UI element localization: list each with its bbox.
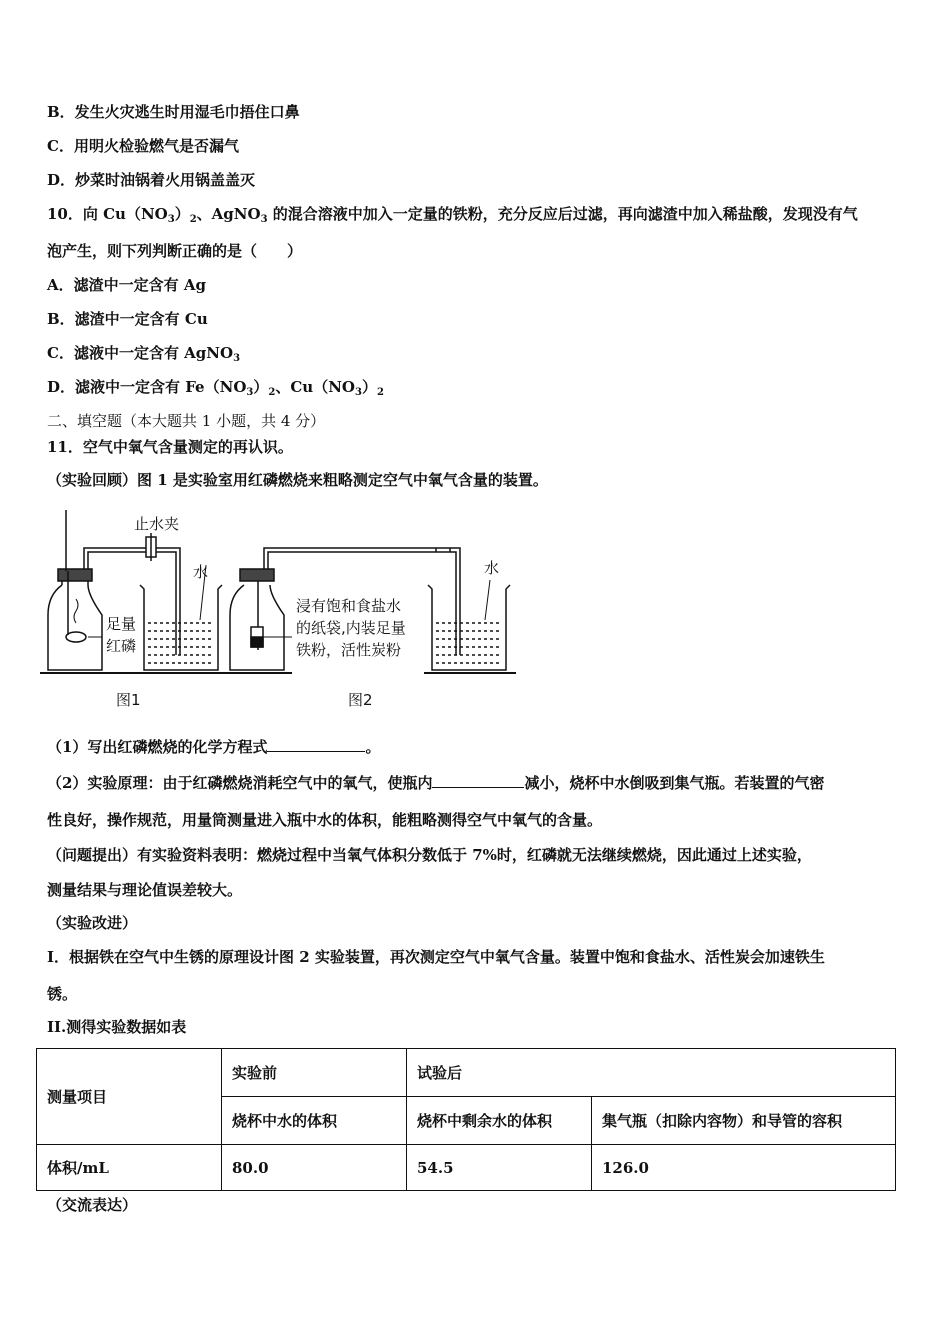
improve-i-line2: 锈。 bbox=[47, 985, 78, 1003]
q9-option-d: D．炒菜时油锅着火用锅盖盖灭 bbox=[47, 171, 256, 189]
q9-option-c: C．用明火检验燃气是否漏气 bbox=[47, 137, 239, 155]
clamp-label: 止水夹 bbox=[134, 515, 180, 533]
bag-label-2: 的纸袋,内装足量 bbox=[296, 619, 406, 637]
experiment-review: （实验回顾）图 1 是实验室用红磷燃烧来粗略测定空气中氧气含量的装置。 bbox=[47, 471, 548, 489]
subheader-remaining-water: 烧杯中剩余水的体积 bbox=[407, 1097, 592, 1145]
data-table bbox=[36, 1048, 896, 1191]
phosphorus-label-1: 足量 bbox=[106, 615, 137, 633]
problem-line2: 测量结果与理论值误差较大。 bbox=[47, 881, 243, 899]
q10-option-c: C．滤液中一定含有 AgNO$_3$ bbox=[47, 344, 241, 364]
q10-stem-line2: 泡产生，则下列判断正确的是（ ） bbox=[47, 242, 303, 260]
fig1-caption: 图1 bbox=[116, 691, 141, 709]
value-remaining-water: 54.5 bbox=[407, 1145, 592, 1191]
q1-answer-blank[interactable] bbox=[267, 737, 365, 752]
problem-line1: （问题提出）有实验资料表明：燃烧过程中当氧气体积分数低于 7%时，红磷就无法继续燃烧，因此通过上述实验， bbox=[47, 846, 812, 864]
water-label-1: 水 bbox=[193, 563, 209, 581]
phosphorus-label-2: 红磷 bbox=[106, 637, 137, 655]
q10-option-d: D．滤液中一定含有 $Fe(NO_3)_2$、$Cu(NO_3)_2$ bbox=[47, 378, 384, 398]
bag-label-3: 铁粉，活性炭粉 bbox=[296, 641, 402, 659]
water-label-2: 水 bbox=[484, 559, 500, 577]
fig2-caption: 图2 bbox=[348, 691, 373, 709]
q2-line2: 性良好，操作规范，用量筒测量进入瓶中水的体积，能粗略测得空气中氧气的含量。 bbox=[47, 811, 603, 829]
exchange-heading: （交流表达） bbox=[47, 1196, 138, 1214]
q1: （1）写出红磷燃烧的化学方程式 。 bbox=[47, 738, 381, 756]
bag-label-1: 浸有饱和食盐水 bbox=[296, 597, 402, 615]
subheader-bottle-volume: 集气瓶（扣除内容物）和导管的容积 bbox=[592, 1097, 896, 1145]
value-beaker-water: 80.0 bbox=[222, 1145, 407, 1191]
q9-option-b: B．发生火灾逃生时用湿毛巾捂住口鼻 bbox=[47, 103, 300, 121]
header-item: 测量项目 bbox=[37, 1049, 222, 1145]
section-heading: 二、填空题（本大题共 1 小题，共 4 分） bbox=[47, 412, 326, 430]
improve-i-line1: I．根据铁在空气中生锈的原理设计图 2 实验装置，再次测定空气中氧气含量。装置中饱和食盐水、活性炭会加速铁生 bbox=[47, 948, 825, 966]
value-bottle-volume: 126.0 bbox=[592, 1145, 896, 1191]
q10-option-b: B．滤渣中一定含有 Cu bbox=[47, 310, 208, 328]
header-after: 试验后 bbox=[407, 1049, 896, 1097]
q11-title: 11．空气中氧气含量测定的再认识。 bbox=[47, 438, 293, 456]
q10-stem: 10．向 $Cu(NO_3)_2$、AgNO$_3$ 的混合溶液中加入一定量的铁粉，充分反应后过滤，再向滤渣中加入稀盐酸，发现没有气 bbox=[47, 205, 858, 225]
row-label: 体积/mL bbox=[37, 1145, 222, 1191]
q10-option-a: A．滤渣中一定含有 Ag bbox=[47, 276, 206, 294]
improve-ii: II.测得实验数据如表 bbox=[47, 1018, 187, 1036]
improve-heading: （实验改进） bbox=[47, 914, 138, 932]
q2-answer-blank[interactable] bbox=[432, 773, 524, 788]
apparatus-figures bbox=[40, 505, 520, 715]
q2: （2）实验原理：由于红磷燃烧消耗空气中的氧气，使瓶内 减小，烧杯中水倒吸到集气瓶。若装置的气密 bbox=[47, 774, 825, 792]
subheader-beaker-water: 烧杯中水的体积 bbox=[222, 1097, 407, 1145]
header-before: 实验前 bbox=[222, 1049, 407, 1097]
